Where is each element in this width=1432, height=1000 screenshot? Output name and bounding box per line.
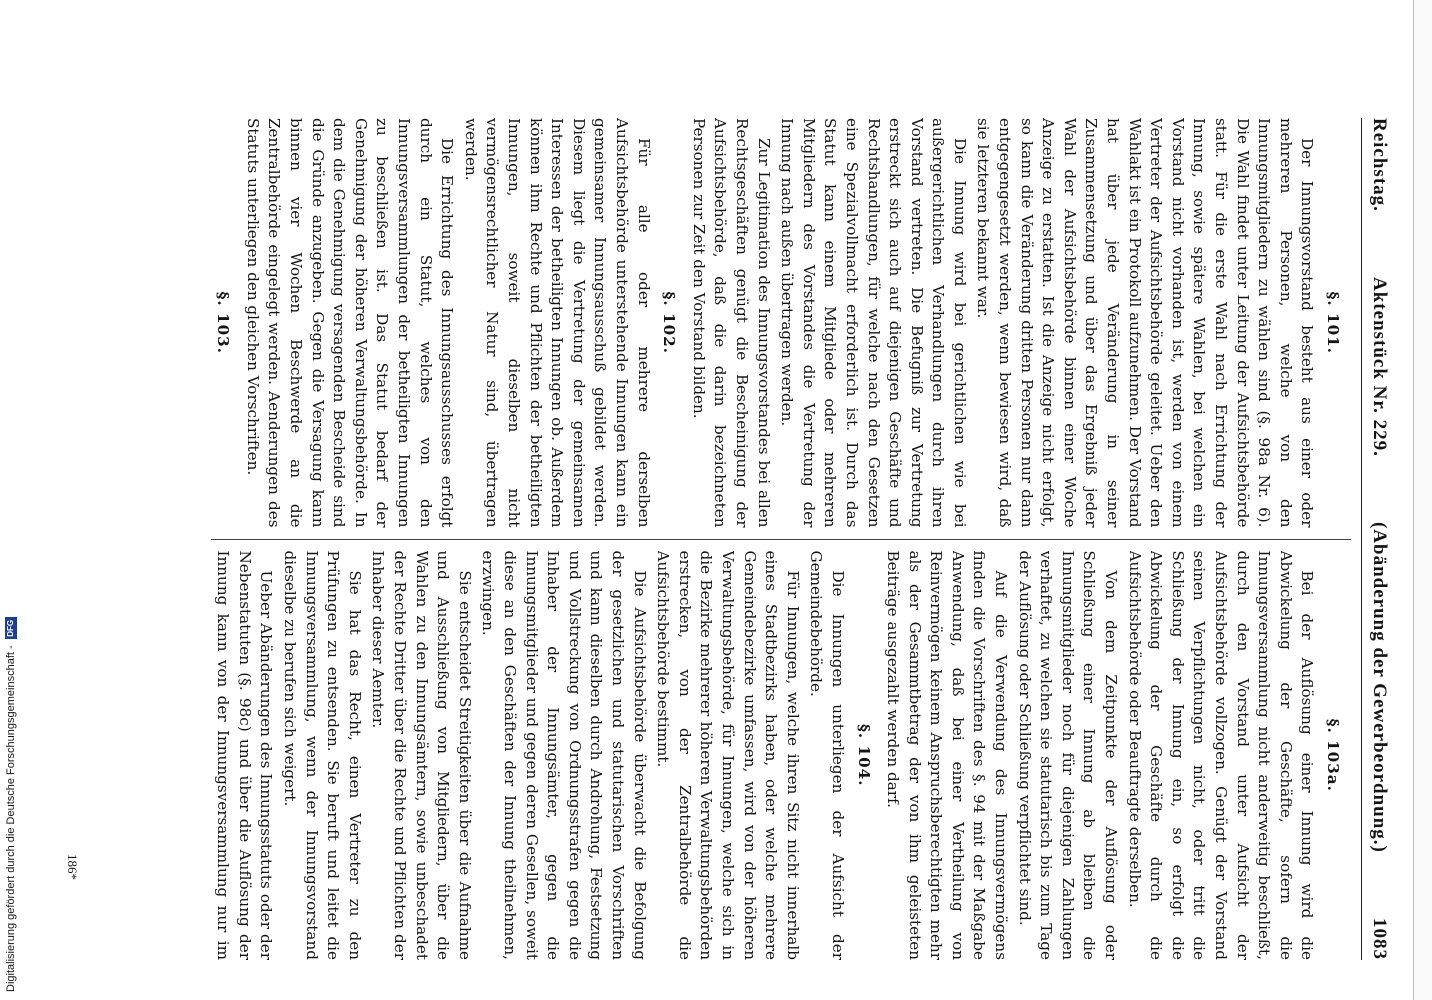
section-heading-103: §. 103. [214, 291, 233, 354]
paragraph: Auf die Verwendung des Innungsvermögens finden die Vorschriften des §. 94 mit der Maßgabe Anwendung, daß bei einer Vertheilung von Reinvermögen keinem Anspruchsberechtigten mehr als der Gesammtbetrag der von ihm geleisteten Beiträge ausgezahlt werden darf. [884, 550, 1011, 960]
paragraph: Die Errichtung des Innungsausschusses erfolgt durch ein Statut, welches von den Innungsversammlungen der betheiligten Innungen zu beschließen ist. Das Statut bedarf der Genehmigung der höheren Verwaltungsbehörde. In dem die Genehmigung versagenden Bescheide sind die Gründe anzugeben. Gegen die Versagung kann binnen vier Wochen Beschwerde an die Zentralbehörde eingelegt werden. Aenderungen des Statuts unterliegen den gleichen Vorschriften. [243, 118, 457, 528]
page-number: 1083 [1369, 917, 1390, 960]
paragraph: Zur Legitimation des Innungsvorstandes bei allen Rechtsgeschäften genügt die Bescheinigung der Aufsichtsbehörde, daß die darin bezeichneten Personen zur Zeit den Vorstand bilden. [689, 118, 773, 528]
page-header [1361, 118, 1390, 960]
paragraph: Für alle oder mehrere derselben Aufsichtsbehörde unterstehende Innungen kann ein gemeinsamer Innungsausschuß gebildet werden. Diesem liegt die Vertretung der gemeinsamen Interessen der betheiligten Innungen ob. Außerdem können ihm Rechte und Pflichten der betheiligten Innungen, soweit dieselben nicht vermögensrechtlicher Natur sind, übertragen werden. [461, 118, 653, 528]
header-left: Reichstag. [1369, 118, 1390, 212]
paragraph: Für Innungen, welche ihren Sitz nicht innerhalb eines Stadtbezirks haben, oder welche mehrere Gemeindebezirke umfassen, wird von der höheren Verwaltungsbehörde, für Innungen, welche sich in die Bezirke mehrerer höheren Verwaltungsbehörden erstrecken, von der Zentralbehörde die Aufsichtsbehörde bestimmt. [654, 550, 802, 960]
paragraph: Sie entscheidet Streitigkeiten über die Aufnahme und Ausschließung von Mitgliedern, über die Wahlen zu den Innungsämtern, sowie unbeschadet der Rechte Dritter über die Rechte und Pflichten der Inhaber dieser Aemter. [369, 550, 474, 960]
header-middle: (Abänderung der Gewerbeordnung.) [1369, 521, 1390, 853]
paragraph: Die Aufsichtsbehörde überwacht die Befolgung der gesetzlichen und statutarischen Vorschriften und kann dieselben durch Androhung, Festsetzung und Vollstreckung von Ordnungsstrafen gegen die Inhaber der Innungsämter, gegen die Innungsmitglieder und gegen deren Gesellen, soweit diese an den Geschäften der Innung theilnehmen, erzwingen. [479, 550, 649, 960]
paragraph: Ueber Abänderungen des Innungsstatuts oder der Nebenstatuten (§. 98c) und über die Auflösung der Innung kann von der Innungsversammlung nur im [214, 550, 276, 960]
right-column [211, 551, 1351, 961]
section-heading-103a: §. 103a. [1324, 718, 1342, 792]
section-heading-104: §. 104. [854, 723, 873, 787]
digitization-text: Digitalisierung gefördert durch die Deutsche Forschungsgemeinschaft - [5, 645, 17, 992]
scan-edge [1413, 0, 1432, 1000]
paragraph: Von dem Zeitpunkte der Auflösung oder Schließung einer Innung ab bleiben die Innungsmitglieder noch für diejenigen Zahlungen verhaftet, zu welchen sie statutarisch bis zum Tage der Auflösung oder Schließung verpflichtet sind. [1015, 550, 1121, 960]
paragraph: Bei der Auflösung einer Innung wird die Abwickelung der Geschäfte, sofern die Innungsversammlung nicht anderweitig beschließt, durch den Vorstand unter Aufsicht der Aufsichtsbehörde vollzogen. Genügt der Vorstand seinen Verpflichtungen nicht, oder tritt die Schließung der Innung ein, so erfolgt die Abwickelung der Geschäfte durch die Aufsichtsbehörde oder Beauftragte derselben. [1125, 550, 1317, 960]
header-title: Aktenstück Nr. 229. [1369, 277, 1390, 457]
dfg-logo-icon: DFG [5, 617, 17, 639]
paragraph: Die Innungen unterliegen der Aufsicht der Gemeindebehörde. [807, 550, 847, 960]
paragraph: Die Innung wird bei gerichtlichen wie bei außergerichtlichen Verhandlungen durch ihren Vorstand vertreten. Die Befugniß zur Vertretung erstreckt sich auch auf diejenigen Geschäfte und Rechtshandlungen, für welche nach den Gesetzen eine Spezialvollmacht erforderlich ist. Durch das Statut kann einem Mitgliede oder mehreren Mitgliedern des Vorstandes die Vertretung der Innung nach außen übertragen werden. [778, 118, 969, 528]
paragraph: Sie hat das Recht, einen Vertreter zu den Prüfungen zu entsenden. Sie beruft und leitet die Innungsversammlung, wenn der Innungsvorstand dieselbe zu berufen sich weigert. [281, 550, 364, 960]
section-heading-101: §. 101. [1324, 291, 1342, 354]
digitization-note [0, 0, 40, 1000]
section-heading-102: §. 102. [660, 291, 679, 354]
text-columns [211, 118, 1351, 960]
column-divider [211, 539, 1351, 540]
signature-mark: 186* [65, 854, 80, 880]
paragraph: Der Innungsvorstand besteht aus einer oder mehreren Personen, welche von den Innungsmitgliedern zu wählen sind (§. 98a Nr. 6). Die Wahl findet unter Leitung der Aufsichtsbehörde statt. Für die erste Wahl nach Errichtung der Innung, sowie spätere Wahlen, bei welchen ein Vorstand nicht vorhanden ist, werden von einem Vertreter der Aufsichtsbehörde geleitet. Ueber den Wahlakt ist ein Protokoll aufzunehmen. Der Vorstand hat über jede Veränderung in seiner Zusammensetzung und über das Ergebniß jeder Wahl der Aufsichtsbehörde binnen einer Woche Anzeige zu erstatten. Ist die Anzeige nicht erfolgt, so kann die Veränderung dritten Personen nur dann entgegengesetzt werden, wenn bewiesen wird, daß sie letzteren bekannt war. [974, 118, 1317, 528]
left-column [211, 118, 1351, 528]
